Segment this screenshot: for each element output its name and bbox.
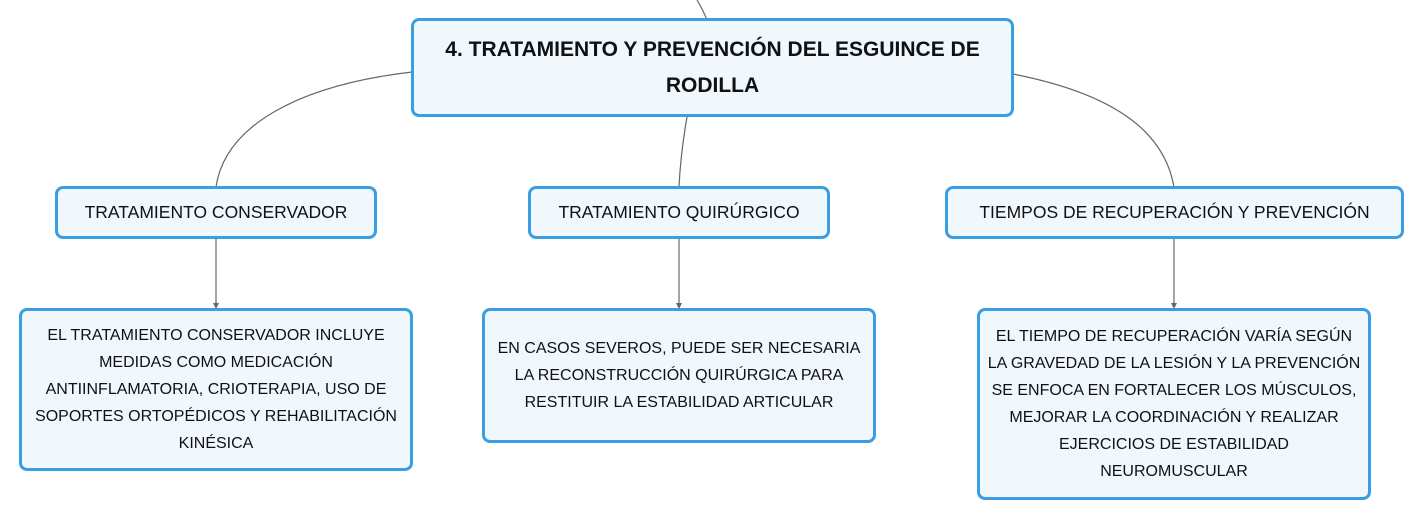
branch-label: TIEMPOS DE RECUPERACIÓN Y PREVENCIÓN [979, 202, 1370, 222]
detail-node-conservador[interactable] [19, 308, 413, 471]
detail-text: EL TRATAMIENTO CONSERVADOR INCLUYE MEDIDAS COMO MEDICACIÓN ANTIINFLAMATORIA, CRIOTERAPIA, USO DE SOPORTES ORTOPÉDICOS Y REHABILITACIÓN KINÉSICA [35, 327, 397, 452]
detail-node-recuperacion[interactable] [977, 308, 1371, 500]
parent-connector [697, 0, 707, 20]
root-to-recuperacion-connector [1013, 74, 1174, 187]
root-topic-title: 4. TRATAMIENTO Y PREVENCIÓN DEL ESGUINCE DE RODILLA [445, 37, 980, 97]
branch-node-recuperacion[interactable] [945, 186, 1404, 239]
root-topic-node[interactable] [411, 18, 1014, 117]
root-to-quirurgico-connector [679, 117, 687, 187]
branch-node-conservador[interactable] [55, 186, 377, 239]
detail-node-quirurgico[interactable] [482, 308, 876, 443]
root-to-conservador-connector [216, 72, 412, 187]
branch-label: TRATAMIENTO CONSERVADOR [84, 202, 348, 222]
branch-node-quirurgico[interactable] [528, 186, 830, 239]
branch-label: TRATAMIENTO QUIRÚRGICO [558, 202, 800, 222]
detail-text: EL TIEMPO DE RECUPERACIÓN VARÍA SEGÚN LA GRAVEDAD DE LA LESIÓN Y LA PREVENCIÓN SE ENFOCA EN FORTALECER LOS MÚSCULOS, MEJORAR LA COORDINACIÓN Y REALIZAR EJERCICIOS DE ESTABILIDAD NEUROMUSCULAR [987, 328, 1361, 480]
detail-text: EN CASOS SEVEROS, PUEDE SER NECESARIA LA RECONSTRUCCIÓN QUIRÚRGICA PARA RESTITUIR LA ESTABILIDAD ARTICULAR [497, 340, 861, 411]
